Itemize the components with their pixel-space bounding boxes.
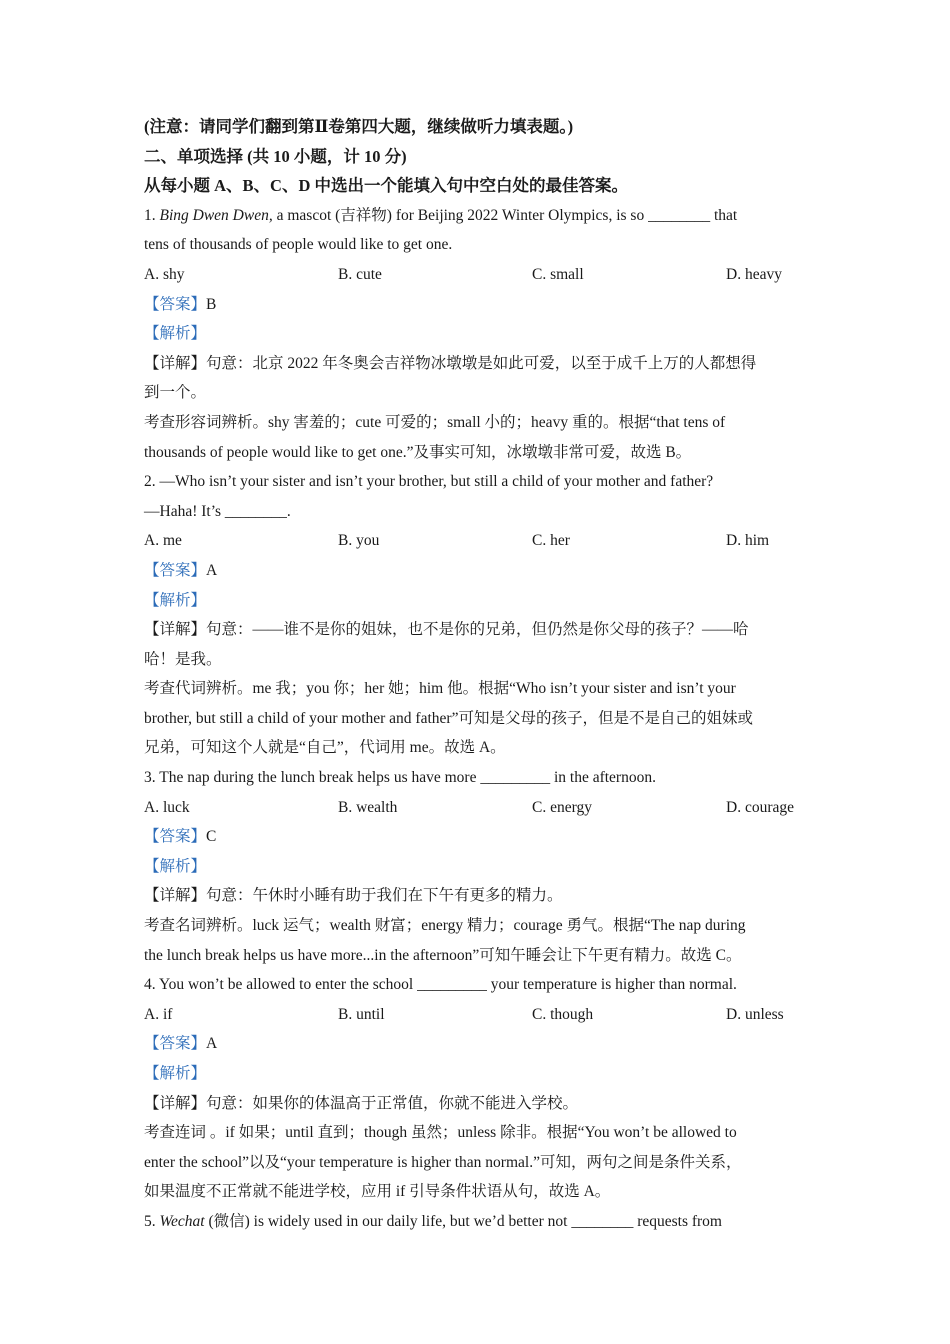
detail-line: 兄弟，可知这个人就是“自己”，代词用 me。故选 A。 (144, 739, 506, 757)
options-row (144, 1000, 809, 1030)
notice: (注意：请同学们翻到第Ⅱ卷第四大题，继续做听力填表题。) (144, 117, 574, 136)
detail-line: 考查形容词辨析。shy 害羞的；cute 可爱的；small 小的；heavy 重的。根据“that tens of (144, 413, 726, 431)
answer-tag: 【答案】 (144, 828, 207, 846)
detail-line: 【详解】句意：——谁不是你的姐妹，也不是你的兄弟，但仍然是你父母的孩子？——哈 (144, 621, 749, 639)
option: A. me (144, 532, 182, 550)
question-text (144, 467, 809, 497)
answer-tag: 【答案】 (144, 561, 207, 579)
detail-line: the lunch break helps us have more...in the afternoon”可知午睡会让下午更有精力。故选 C。 (144, 946, 742, 964)
question-item (144, 970, 809, 1207)
option: D. him (726, 532, 770, 550)
question-body: (微信) is widely used in our daily life, but we’d better not ________ requests from (204, 1212, 722, 1230)
detail-line: 考查代词辨析。me 我；you 你；her 她；him 他。根据“Who isn’t your sister and isn’t your (144, 680, 736, 698)
question-item (144, 763, 809, 970)
option: B. you (338, 532, 380, 550)
question-text (144, 970, 809, 1000)
answer-line (144, 822, 809, 852)
answer-value: A (206, 1035, 218, 1053)
question-number: 2. (144, 473, 160, 491)
option: D. courage (726, 798, 794, 816)
question-item (144, 1207, 809, 1237)
answer-value: C (206, 828, 217, 846)
detail-line: 到一个。 (144, 384, 207, 402)
question-text (144, 1207, 809, 1237)
option: C. small (532, 265, 584, 283)
question-text (144, 201, 809, 231)
option: A. shy (144, 265, 185, 283)
question-body: a mascot (吉祥物) for Beijing 2022 Winter Olympics, is so ________ that (272, 206, 738, 224)
question-number: 3. (144, 769, 160, 787)
option: B. wealth (338, 798, 398, 816)
detail-line: 哈！是我。 (144, 650, 222, 668)
answer-line (144, 556, 809, 586)
option: D. unless (726, 1005, 784, 1023)
question-italic: Bing Dwen Dwen, (159, 206, 273, 224)
option: D. heavy (726, 265, 782, 283)
detail-line: enter the school”以及“your temperature is higher than normal.”可知，两句之间是条件关系， (144, 1153, 742, 1171)
question-body: —Who isn’t your sister and isn’t your brother, but still a child of your mother and father? (159, 473, 714, 491)
question-text (144, 497, 809, 527)
question-body: tens of thousands of people would like to get one. (144, 236, 453, 254)
options-row (144, 526, 809, 556)
question-body: The nap during the lunch break helps us have more _________ in the afternoon. (159, 769, 656, 787)
answer-tag: 【答案】 (144, 1035, 207, 1053)
question-number: 4. (144, 976, 159, 994)
question-list (144, 201, 809, 1237)
document-page (144, 112, 809, 1237)
detail-line: 考查名词辨析。luck 运气；wealth 财富；energy 精力；courage 勇气。根据“The nap during (144, 917, 746, 935)
option: A. luck (144, 798, 190, 816)
analysis-tag: 【解析】 (144, 1065, 207, 1082)
analysis-tag: 【解析】 (144, 325, 207, 343)
detail-line: thousands of people would like to get one.”及事实可知，冰墩墩非常可爱，故选 B。 (144, 443, 692, 461)
option: C. though (532, 1005, 594, 1023)
question-number: 1. (144, 206, 160, 224)
answer-line (144, 1029, 809, 1059)
section-title: 二、单项选择 (共 10 小题，计 10 分) (144, 146, 407, 166)
question-item (144, 201, 809, 467)
detail-line: 如果温度不正常就不能进学校，应用 if 引导条件状语从句，故选 A。 (144, 1183, 611, 1201)
instruction: 从每小题 A、B、C、D 中选出一个能填入句中空白处的最佳答案。 (144, 176, 629, 196)
detail-line: 【详解】句意：午休时小睡有助于我们在下午有更多的精力。 (144, 887, 563, 905)
detail-line: 考查连词 。if 如果；until 直到；though 虽然；unless 除非。根据“You won’t be allowed to (144, 1124, 737, 1142)
option: B. until (338, 1005, 385, 1023)
answer-tag: 【答案】 (144, 295, 207, 313)
option: B. cute (338, 265, 382, 283)
option: A. if (144, 1005, 173, 1023)
answer-value: A (206, 561, 218, 579)
question-number: 5. (144, 1212, 160, 1230)
detail-line: brother, but still a child of your mother and father”可知是父母的孩子，但是不是自己的姐妹或 (144, 709, 753, 727)
question-body: You won’t be allowed to enter the school _________ your temperature is higher than normal. (158, 976, 737, 994)
question-italic: Wechat (159, 1212, 205, 1230)
question-item (144, 467, 809, 763)
analysis-tag: 【解析】 (144, 591, 207, 609)
analysis-tag: 【解析】 (144, 857, 207, 875)
detail-line: 【详解】句意：如果你的体温高于正常值，你就不能进入学校。 (144, 1094, 579, 1112)
options-row (144, 793, 809, 823)
option: C. her (532, 532, 570, 550)
question-text (144, 230, 809, 260)
answer-value: B (206, 295, 217, 313)
question-text (144, 763, 809, 793)
options-row (144, 260, 809, 290)
answer-line (144, 290, 809, 320)
question-body: —Haha! It’s ________. (144, 502, 291, 520)
option: C. energy (532, 798, 592, 816)
detail-line: 【详解】句意：北京 2022 年冬奥会吉祥物冰墩墩是如此可爱，以至于成千上万的人都想得 (144, 354, 757, 372)
